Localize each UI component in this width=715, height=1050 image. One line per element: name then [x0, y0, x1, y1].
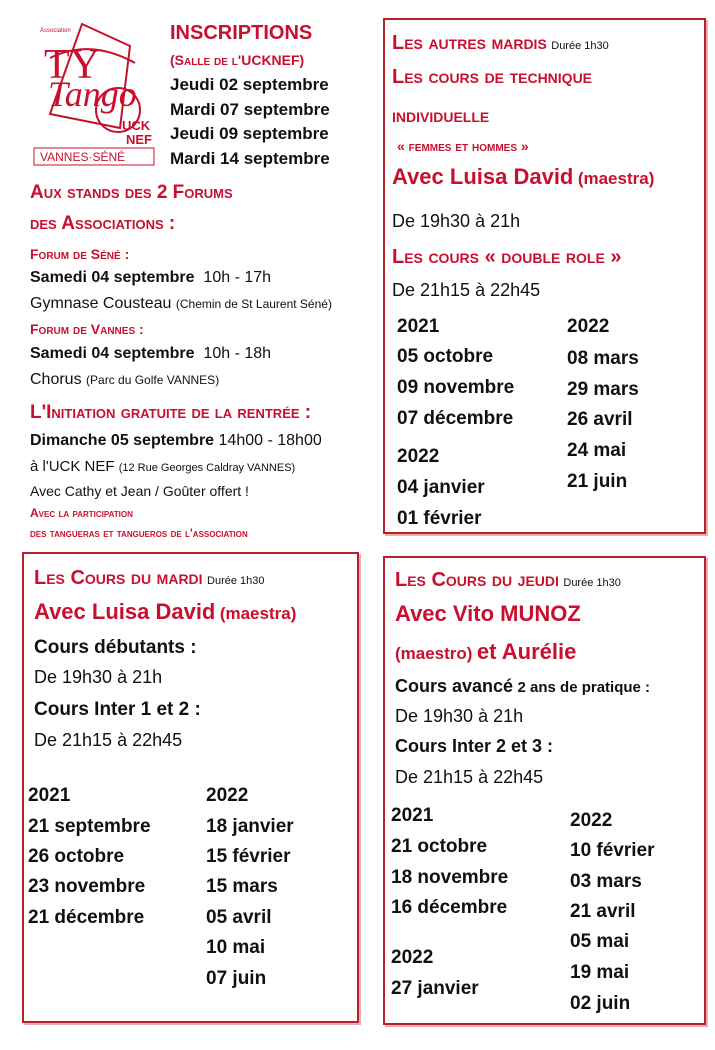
forum-vannes-place-detail: (Parc du Golfe VANNES) — [86, 373, 220, 387]
box-jeudi-col1-year-1: 2021 — [391, 805, 434, 826]
box-mardi-col2-year: 2022 — [206, 785, 249, 806]
box-tr-date: 24 mai — [567, 440, 627, 461]
logo-tango: Tango — [48, 74, 137, 114]
initiation-title: L'Initiation gratuite de la rentrée : — [30, 402, 312, 423]
box-jeudi-date: 18 novembre — [391, 867, 509, 888]
ty-tango-logo — [30, 18, 158, 168]
box-jeudi-level-1-detail: 2 ans de pratique : — [517, 679, 651, 696]
forum-vannes-date: Samedi 04 septembre — [30, 345, 195, 362]
box-jeudi-teacher-line-2 — [395, 639, 576, 665]
box-tr-header — [392, 32, 609, 55]
box-tr-teacher: Avec Luisa David — [392, 164, 574, 189]
forum-sene-schedule — [30, 269, 271, 287]
box-tr-date: 21 juin — [567, 471, 628, 492]
box-mardi-date: 05 avril — [206, 907, 272, 928]
initiation-participation-2: des tangueras et tangueros de l'association — [30, 526, 248, 540]
box-jeudi-time-2: De 21h15 à 22h45 — [395, 767, 544, 787]
box-tr-subtitle-2: individuelle — [392, 105, 490, 127]
initiation-with: Avec Cathy et Jean / Goûter offert ! — [30, 483, 249, 499]
box-tr-date: 09 novembre — [397, 377, 515, 398]
forum-sene-label: Forum de Séné : — [30, 246, 130, 262]
inscriptions-title: INSCRIPTIONS — [170, 22, 313, 44]
box-tr-double-role: Les cours « double role » — [392, 246, 622, 268]
box-mardi-date: 21 décembre — [28, 907, 145, 928]
box-jeudi-duration: Durée 1h30 — [563, 577, 621, 589]
box-tr-time-1: De 19h30 à 21h — [392, 211, 521, 231]
box-jeudi-time-1: De 19h30 à 21h — [395, 706, 524, 726]
box-mardi-date: 07 juin — [206, 968, 267, 989]
initiation-schedule — [30, 432, 322, 450]
inscriptions-subtitle: (Salle de l'UCKNEF) — [170, 52, 305, 68]
box-tr-col1-year-2: 2022 — [397, 446, 440, 467]
forum-sene-place — [30, 295, 332, 313]
box-mardi-date: 21 septembre — [28, 816, 151, 837]
box-tr-date: 07 décembre — [397, 408, 514, 429]
initiation-hours: 14h00 - 18h00 — [218, 432, 322, 449]
box-jeudi-teacher-role: (maestro) — [395, 644, 473, 663]
forum-vannes-label: Forum de Vannes : — [30, 321, 144, 337]
box-mardi-teacher-line — [34, 599, 296, 625]
box-tr-date: 05 octobre — [397, 346, 494, 367]
box-mardi-date: 18 janvier — [206, 816, 294, 837]
box-mardi-date: 10 mai — [206, 937, 266, 958]
box-jeudi-date: 02 juin — [570, 993, 631, 1014]
logo-top-small: Association — [40, 28, 71, 34]
box-jeudi-date: 16 décembre — [391, 897, 508, 918]
initiation-place — [30, 458, 295, 475]
box-mardi-header — [34, 567, 265, 590]
inscription-date: Mardi 14 septembre — [170, 149, 330, 168]
box-tr-teacher-role: (maestra) — [577, 169, 655, 188]
initiation-date: Dimanche 05 septembre — [30, 432, 215, 449]
box-mardi-date: 26 octobre — [28, 846, 125, 867]
box-jeudi-date: 10 février — [570, 840, 655, 861]
initiation-participation-1: Avec la participation — [30, 506, 133, 520]
inscription-date: Jeudi 02 septembre — [170, 75, 329, 94]
box-jeudi-date: 05 mai — [570, 931, 630, 952]
logo-nef: NEF — [126, 132, 152, 147]
forum-sene-date: Samedi 04 septembre — [30, 269, 195, 286]
box-jeudi-date: 19 mai — [570, 962, 630, 983]
box-mardi-teacher: Avec Luisa David — [34, 599, 216, 624]
box-tr-date: 04 janvier — [397, 477, 485, 498]
forum-vannes-place — [30, 371, 219, 389]
box-tr-col1-year-1: 2021 — [397, 316, 440, 337]
forum-vannes-hours: 10h - 18h — [203, 345, 272, 362]
box-jeudi-level-1-line — [395, 676, 650, 697]
box-mardi-date: 15 mars — [206, 876, 278, 897]
forums-title-2: des Associations : — [30, 213, 176, 234]
box-jeudi-col1-year-2: 2022 — [391, 947, 434, 968]
box-tr-title: Les autres mardis — [392, 32, 547, 54]
logo-graphic — [30, 18, 158, 168]
initiation-place-detail: (12 Rue Georges Caldray VANNES) — [118, 462, 296, 474]
box-tr-date: 29 mars — [567, 379, 639, 400]
box-mardi-col1-year: 2021 — [28, 785, 71, 806]
box-tr-col2-year: 2022 — [567, 316, 610, 337]
box-tr-date: 26 avril — [567, 409, 633, 430]
box-mardi-level-2: Cours Inter 1 et 2 : — [34, 699, 201, 720]
inscription-date: Mardi 07 septembre — [170, 100, 330, 119]
box-tr-date: 08 mars — [567, 348, 639, 369]
forum-vannes-place-name: Chorus — [30, 371, 82, 388]
forum-sene-place-detail: (Chemin de St Laurent Séné) — [175, 297, 332, 311]
logo-place: VANNES·SÉNÉ — [40, 150, 126, 164]
forums-title-1: Aux stands des 2 Forums — [30, 182, 233, 203]
box-jeudi-date: 27 janvier — [391, 978, 479, 999]
initiation-place-name: à l'UCK NEF — [30, 458, 115, 475]
box-mardi-duration: Durée 1h30 — [207, 575, 265, 587]
box-jeudi-title: Les Cours du jeudi — [395, 569, 559, 591]
box-mardi-date: 15 février — [206, 846, 291, 867]
forum-vannes-schedule — [30, 345, 271, 363]
inscription-date: Jeudi 09 septembre — [170, 124, 329, 143]
box-jeudi-date: 21 octobre — [391, 836, 488, 857]
box-tr-audience: « femmes et hommes » — [397, 138, 529, 154]
box-mardi-level-1: Cours débutants : — [34, 637, 197, 658]
box-jeudi-header — [395, 569, 621, 592]
box-jeudi-date: 21 avril — [570, 901, 636, 922]
box-jeudi-date: 03 mars — [570, 871, 642, 892]
box-tr-duration: Durée 1h30 — [551, 40, 609, 52]
box-mardi-date: 23 novembre — [28, 876, 146, 897]
box-mardi-time-2: De 21h15 à 22h45 — [34, 730, 183, 750]
box-jeudi-level-1: Cours avancé — [395, 676, 514, 696]
box-jeudi-teacher: Avec Vito MUNOZ — [395, 601, 581, 626]
box-mardi-teacher-role: (maestra) — [219, 604, 297, 623]
logo-uck: UCK — [122, 118, 151, 133]
logo-ty: TY — [44, 42, 100, 88]
box-jeudi-col2-year: 2022 — [570, 810, 613, 831]
box-jeudi-level-2: Cours Inter 2 et 3 : — [395, 736, 554, 756]
box-tr-date: 01 février — [397, 508, 482, 529]
box-jeudi-teacher-2: et Aurélie — [476, 639, 577, 664]
box-mardi-title: Les Cours du mardi — [34, 567, 203, 589]
box-mardi-time-1: De 19h30 à 21h — [34, 667, 163, 687]
forum-sene-place-name: Gymnase Cousteau — [30, 295, 172, 312]
box-tr-teacher-line — [392, 164, 654, 190]
box-tr-subtitle-1: Les cours de technique — [392, 66, 593, 88]
box-tr-time-2: De 21h15 à 22h45 — [392, 280, 541, 300]
forum-sene-hours: 10h - 17h — [203, 269, 272, 286]
